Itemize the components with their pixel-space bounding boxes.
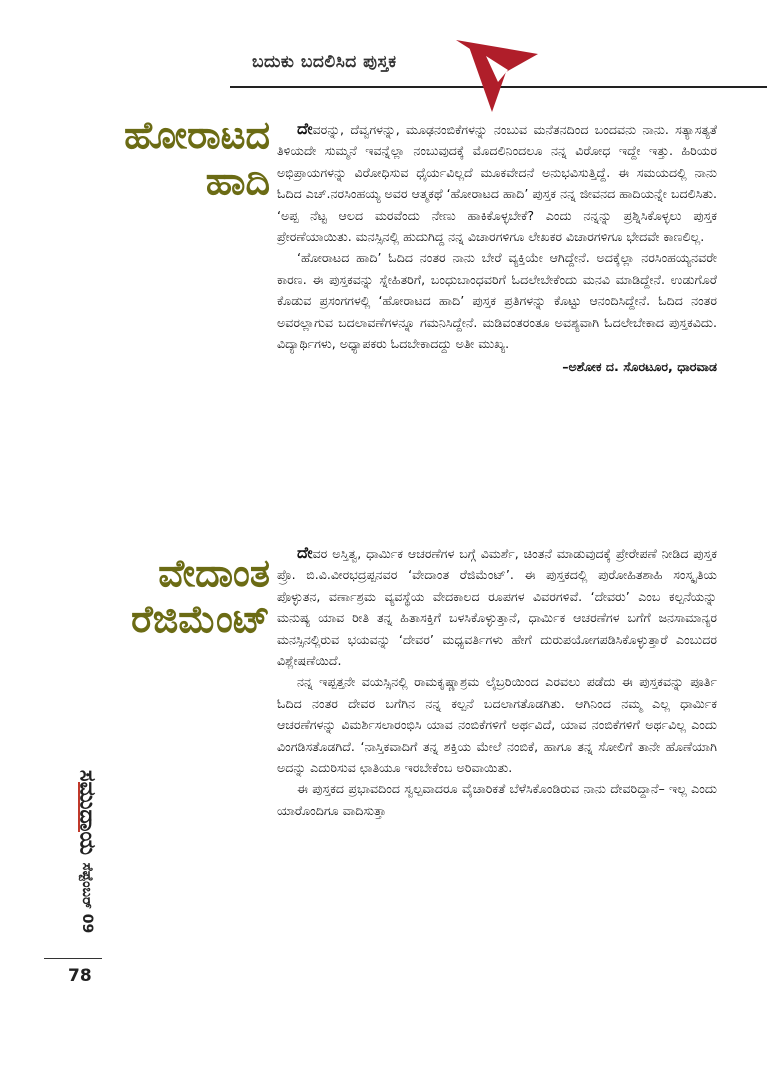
paragraph: [277, 118, 717, 247]
magazine-sidebar: [72, 760, 102, 950]
article-2-headline: [60, 550, 270, 642]
drop-lead: ದೇ: [297, 119, 313, 138]
paragraph: [277, 778, 717, 821]
paragraph-text: ಈ ಪುಸ್ತಕದ ಪ್ರಭಾವದಿಂದ ಸ್ವಲ್ಪವಾದರೂ ವೈಚಾರಿಕತೆ ಬೆಳೆಸಿಕೊಂಡಿರುವ ನಾನು ದೇವರಿದ್ದಾನೆ– ಇಲ್ಲ ಎಂದು ಯಾರೊಂದಿಗೂ ವಾದಿಸುತ್ತಾ: [277, 781, 717, 818]
headline-line: ಹಾದಿ: [205, 159, 270, 203]
article-signature: –ಅಶೋಕ ದ. ಸೊರಟೂರ, ಧಾರವಾಡ: [562, 359, 717, 375]
article-1-headline: [60, 112, 270, 204]
paragraph: [277, 671, 717, 778]
article-2-body: [277, 542, 717, 821]
page-number-rule: [44, 958, 102, 959]
article-1-body: [277, 118, 717, 378]
drop-lead: ದೇ: [297, 543, 313, 562]
issue-date: ಸೆಪ್ಟೆಂಬರ್ 09: [79, 862, 95, 934]
paragraph-text: ನನ್ನ ಇಪ್ಪತ್ತನೇ ವಯಸ್ಸಿನಲ್ಲಿ ರಾಮಕೃಷ್ಣಾಶ್ರಮ ಲೈಬ್ರರಿಯಿಂದ ಎರವಲು ಪಡೆದು ಈ ಪುಸ್ತಕವನ್ನು ಪೂರ್ತಿ ಓದಿದ ನಂತರ ದೇವರ ಬಗೆಗಿನ ನನ್ನ ಕಲ್ಪನೆ ಬದಲಾಗತೊಡಗಿತು. ಆಗಿನಿಂದ ನಮ್ಮ ಎಲ್ಲ ಧಾರ್ಮಿಕ ಆಚರಣೆಗಳನ್ನು ವಿಮರ್ಶಿಸಲಾರಂಭಿಸಿ ಯಾವ ನಂಬಿಕೆಗಳಿಗೆ ಅರ್ಥವಿದೆ, ಯಾವ ನಂಬಿಕೆಗಳಿಗೆ ಅರ್ಥವಿಲ್ಲ ಎಂದು ವಿಂಗಡಿಸತೊಡಗಿದೆ. ‘ನಾಸ್ತಿಕವಾದಿಗೆ ತನ್ನ ಶಕ್ತಿಯ ಮೇಲೆ ನಂಬಿಕೆ, ಹಾಗೂ ತನ್ನ ಸೋಲಿಗೆ ತಾನೇ ಹೊಣೆಯಾಗಿ ಅದನ್ನು ಎದುರಿಸುವ ಛಾತಿಯೂ ಇರಬೇಕೆಂಬ ಅರಿವಾಯಿತು.: [277, 674, 717, 776]
section-title: ಬದುಕು ಬದಲಿಸಿದ ಪುಸ್ತಕ: [252, 52, 397, 72]
paragraph-text: ವರನ್ನು, ದೆವ್ವಗಳನ್ನು, ಮೂಢನಂಬಿಕೆಗಳನ್ನು ನಂಬುವ ಮನೆತನದಿಂದ ಬಂದವನು ನಾನು. ಸತ್ಯಾಸತ್ಯತೆ ತಿಳಿಯದೇ ಸುಮ್ಮನೆ ಇವನ್ನೆಲ್ಲಾ ನಂಬುವುದಕ್ಕೆ ಮೊದಲಿನಿಂದಲೂ ನನ್ನ ವಿರೋಧ ಇದ್ದೇ ಇತ್ತು. ಹಿರಿಯರ ಅಭಿಪ್ರಾಯಗಳನ್ನು ವಿರೋಧಿಸುವ ಧೈರ್ಯವಿಲ್ಲದೆ ಮೂಕವೇದನೆ ಅನುಭವಿಸುತ್ತಿದ್ದೆ. ಈ ಸಮಯದಲ್ಲಿ ನಾನು ಓದಿದ ಎಚ್.ನರಸಿಂಹಯ್ಯ ಅವರ ಆತ್ಮಕಥೆ ‘ಹೋರಾಟದ ಹಾದಿ’ ಪುಸ್ತಕ ನನ್ನ ಜೀವನದ ಹಾದಿಯನ್ನೇ ಬದಲಿಸಿತು. ‘ಅಪ್ಪ ನೆಟ್ಟ ಆಲದ ಮರವೆಂದು ನೇಣು ಹಾಕಿಕೊಳ್ಳಬೇಕೆ? ಎಂದು ನನ್ನನ್ನು ಪ್ರಶ್ನಿಸಿಕೊಳ್ಳಲು ಪುಸ್ತಕ ಪ್ರೇರಣೆಯಾಯಿತು. ಮನಸ್ಸಿನಲ್ಲಿ ಹುದುಗಿದ್ದ ನನ್ನ ವಿಚಾರಗಳಿಗೂ ಲೇಖಕರ ವಿಚಾರಗಳಿಗೂ ಭೇದವೇ ಕಾಣಲಿಲ್ಲ.: [277, 122, 717, 245]
headline-line: ವೇದಾಂತ: [158, 551, 270, 595]
page-number: 78: [68, 966, 92, 986]
paragraph-text: ‘ಹೋರಾಟದ ಹಾದಿ’ ಓದಿದ ನಂತರ ನಾನು ಬೇರೆ ವ್ಯಕ್ತಿಯೇ ಆಗಿದ್ದೇನೆ. ಅದಕ್ಕೆಲ್ಲಾ ನರಸಿಂಹಯ್ಯನವರೇ ಕಾರಣ. ಈ ಪುಸ್ತಕವನ್ನು ಸ್ನೇಹಿತರಿಗೆ, ಬಂಧುಬಾಂಧವರಿಗೆ ಓದಲೇಬೇಕೆಂದು ಮನವಿ ಮಾಡಿದ್ದೇನೆ. ಉಡುಗೊರೆ ಕೊಡುವ ಪ್ರಸಂಗಗಳಲ್ಲಿ ‘ಹೋರಾಟದ ಹಾದಿ’ ಪುಸ್ತಕ ಪ್ರತಿಗಳನ್ನು ಕೊಟ್ಟು ಆನಂದಿಸಿದ್ದೇನೆ. ಓದಿದ ನಂತರ ಅವರಲ್ಲಾಗುವ ಬದಲಾವಣೆಗಳನ್ನೂ ಗಮನಿಸಿದ್ದೇನೆ. ಮಡಿವಂತರಂತೂ ಅವಶ್ಯವಾಗಿ ಓದಲೇಬೇಕಾದ ಪುಸ್ತಕವಿದು. ವಿದ್ಯಾರ್ಥಿಗಳು, ಅಧ್ಯಾಪಕರು ಓದಬೇಕಾದದ್ದು ಅತೀ ಮುಖ್ಯ.: [277, 250, 717, 352]
headline-line: ಹೋರಾಟದ: [124, 113, 270, 157]
paragraph-text: ವರ ಅಸ್ತಿತ್ವ, ಧಾರ್ಮಿಕ ಆಚರಣೆಗಳ ಬಗ್ಗೆ ವಿಮರ್ಶೆ, ಚಿಂತನೆ ಮಾಡುವುದಕ್ಕೆ ಪ್ರೇರೇಪಣೆ ನೀಡಿದ ಪುಸ್ತಕ ಪ್ರೊ. ಬಿ.ವಿ.ವೀರಭದ್ರಪ್ಪನವರ ‘ವೇದಾಂತ ರೆಜಿಮೆಂಟ್’. ಈ ಪುಸ್ತಕದಲ್ಲಿ ಪುರೋಹಿತಶಾಹಿ ಸಂಸ್ಕೃತಿಯ ಪೊಳ್ಳುತನ, ವರ್ಣಾಶ್ರಮ ವ್ಯವಸ್ಥೆಯ ವೇದಕಾಲದ ರೂಪಗಳ ವಿವರಗಳಿವೆ. ‘ದೇವರು’ ಎಂಬ ಕಲ್ಪನೆಯನ್ನು ಮನುಷ್ಯ ಯಾವ ರೀತಿ ತನ್ನ ಹಿತಾಸಕ್ತಿಗೆ ಬಳಸಿಕೊಳ್ಳುತ್ತಾನೆ, ಧಾರ್ಮಿಕ ಆಚರಣೆಗಳ ಬಗೆಗೆ ಜನಸಾಮಾನ್ಯರ ಮನಸ್ಸಿನಲ್ಲಿರುವ ಭಯವನ್ನು ‘ದೇವರ’ ಮಧ್ಯವರ್ತಿಗಳು ಹೇಗೆ ದುರುಪಯೋಗಪಡಿಸಿಕೊಳ್ಳುತ್ತಾರೆ ಎಂಬುದರ ವಿಶ್ಲೇಷಣೆಯಿದೆ.: [277, 546, 717, 669]
magazine-name: ಸಮುದಾಯ: [74, 769, 100, 856]
paragraph: [277, 247, 717, 354]
headline-line: ರೆಜಿಮೆಂಟ್: [131, 597, 270, 641]
paper-plane-logo-icon: [446, 36, 546, 114]
paragraph: [277, 542, 717, 671]
